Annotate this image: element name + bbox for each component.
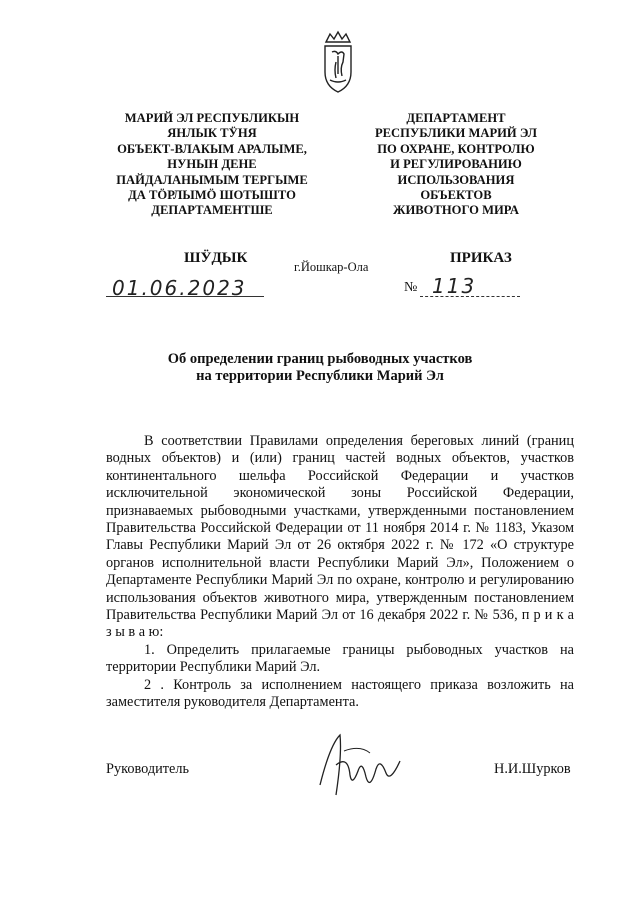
document-body xyxy=(106,433,574,712)
doc-type-mari: ШӰДЫК xyxy=(184,250,248,266)
header-right-russian: ДЕПАРТАМЕНТ РЕСПУБЛИКИ МАРИЙ ЭЛ ПО ОХРАНЕ, КОНТРОЛЮ И РЕГУЛИРОВАНИЮ ИСПОЛЬЗОВАНИЯ ОБЪЕКТОВ ЖИВОТНОГО МИРА xyxy=(374,111,538,218)
coat-of-arms-emblem xyxy=(316,28,360,96)
number-label: № xyxy=(404,280,418,295)
city: г.Йошкар-Ола xyxy=(294,260,369,274)
doc-type-russian: ПРИКАЗ xyxy=(450,250,512,266)
paragraph-item-1: 1. Определить прилагаемые границы рыбоводных участков на территории Республики Марий Эл. xyxy=(106,641,574,676)
number-handwritten: 113 xyxy=(432,274,477,298)
title-line-1: Об определении границ рыбоводных участков xyxy=(167,351,473,367)
paragraph-preamble: В соответствии Правилами определения береговых линий (границ водных объектов) и (или) границ частей водных объектов, участков континентального шельфа Российской Федерации и участков исключительной экономической зоны Российской Федерации, признаваемых рыбоводными участками, утвержденными постановлением Правительства Российской Федерации от 11 ноября 2014 г. № 1183, Указом Главы Республики Марий Эл от 26 октября 2022 г. № 172 «О структуре органов исполнительной власти Республики Марий Эл», Положением о Департаменте Республики Марий Эл по охране, контролю и регулированию использования объектов животного мира, утвержденным постановлением Правительства Республики Марий Эл от 16 декабря 2022 г. № 536, п р и к а з ы в а ю: xyxy=(106,433,574,641)
number-underline xyxy=(420,296,520,297)
paragraph-item-2: 2 . Контроль за исполнением настоящего приказа возложить на заместителя руководителя Департамента. xyxy=(106,676,574,711)
handwritten-signature xyxy=(300,725,410,805)
signatory-position: Руководитель xyxy=(106,761,190,777)
date-underline xyxy=(106,296,264,297)
header-left-mari: МАРИЙ ЭЛ РЕСПУБЛИКЫН ЯНЛЫК ТӰНЯ ОБЪЕКТ-ВЛАКЫМ АРАЛЫМЕ, НУНЫН ДЕНЕ ПАЙДАЛАНЫМЫМ ТЕРГЫМЕ ДА ТӦРЛЫМӦ ШОТЫШТО ДЕПАРТАМЕНТШЕ xyxy=(116,111,308,218)
title-line-2: на территории Республики Марий Эл xyxy=(196,368,444,384)
signatory-name: Н.И.Шурков xyxy=(494,761,571,777)
date-handwritten: 01.06.2023 xyxy=(112,276,247,300)
document-title xyxy=(100,351,540,385)
